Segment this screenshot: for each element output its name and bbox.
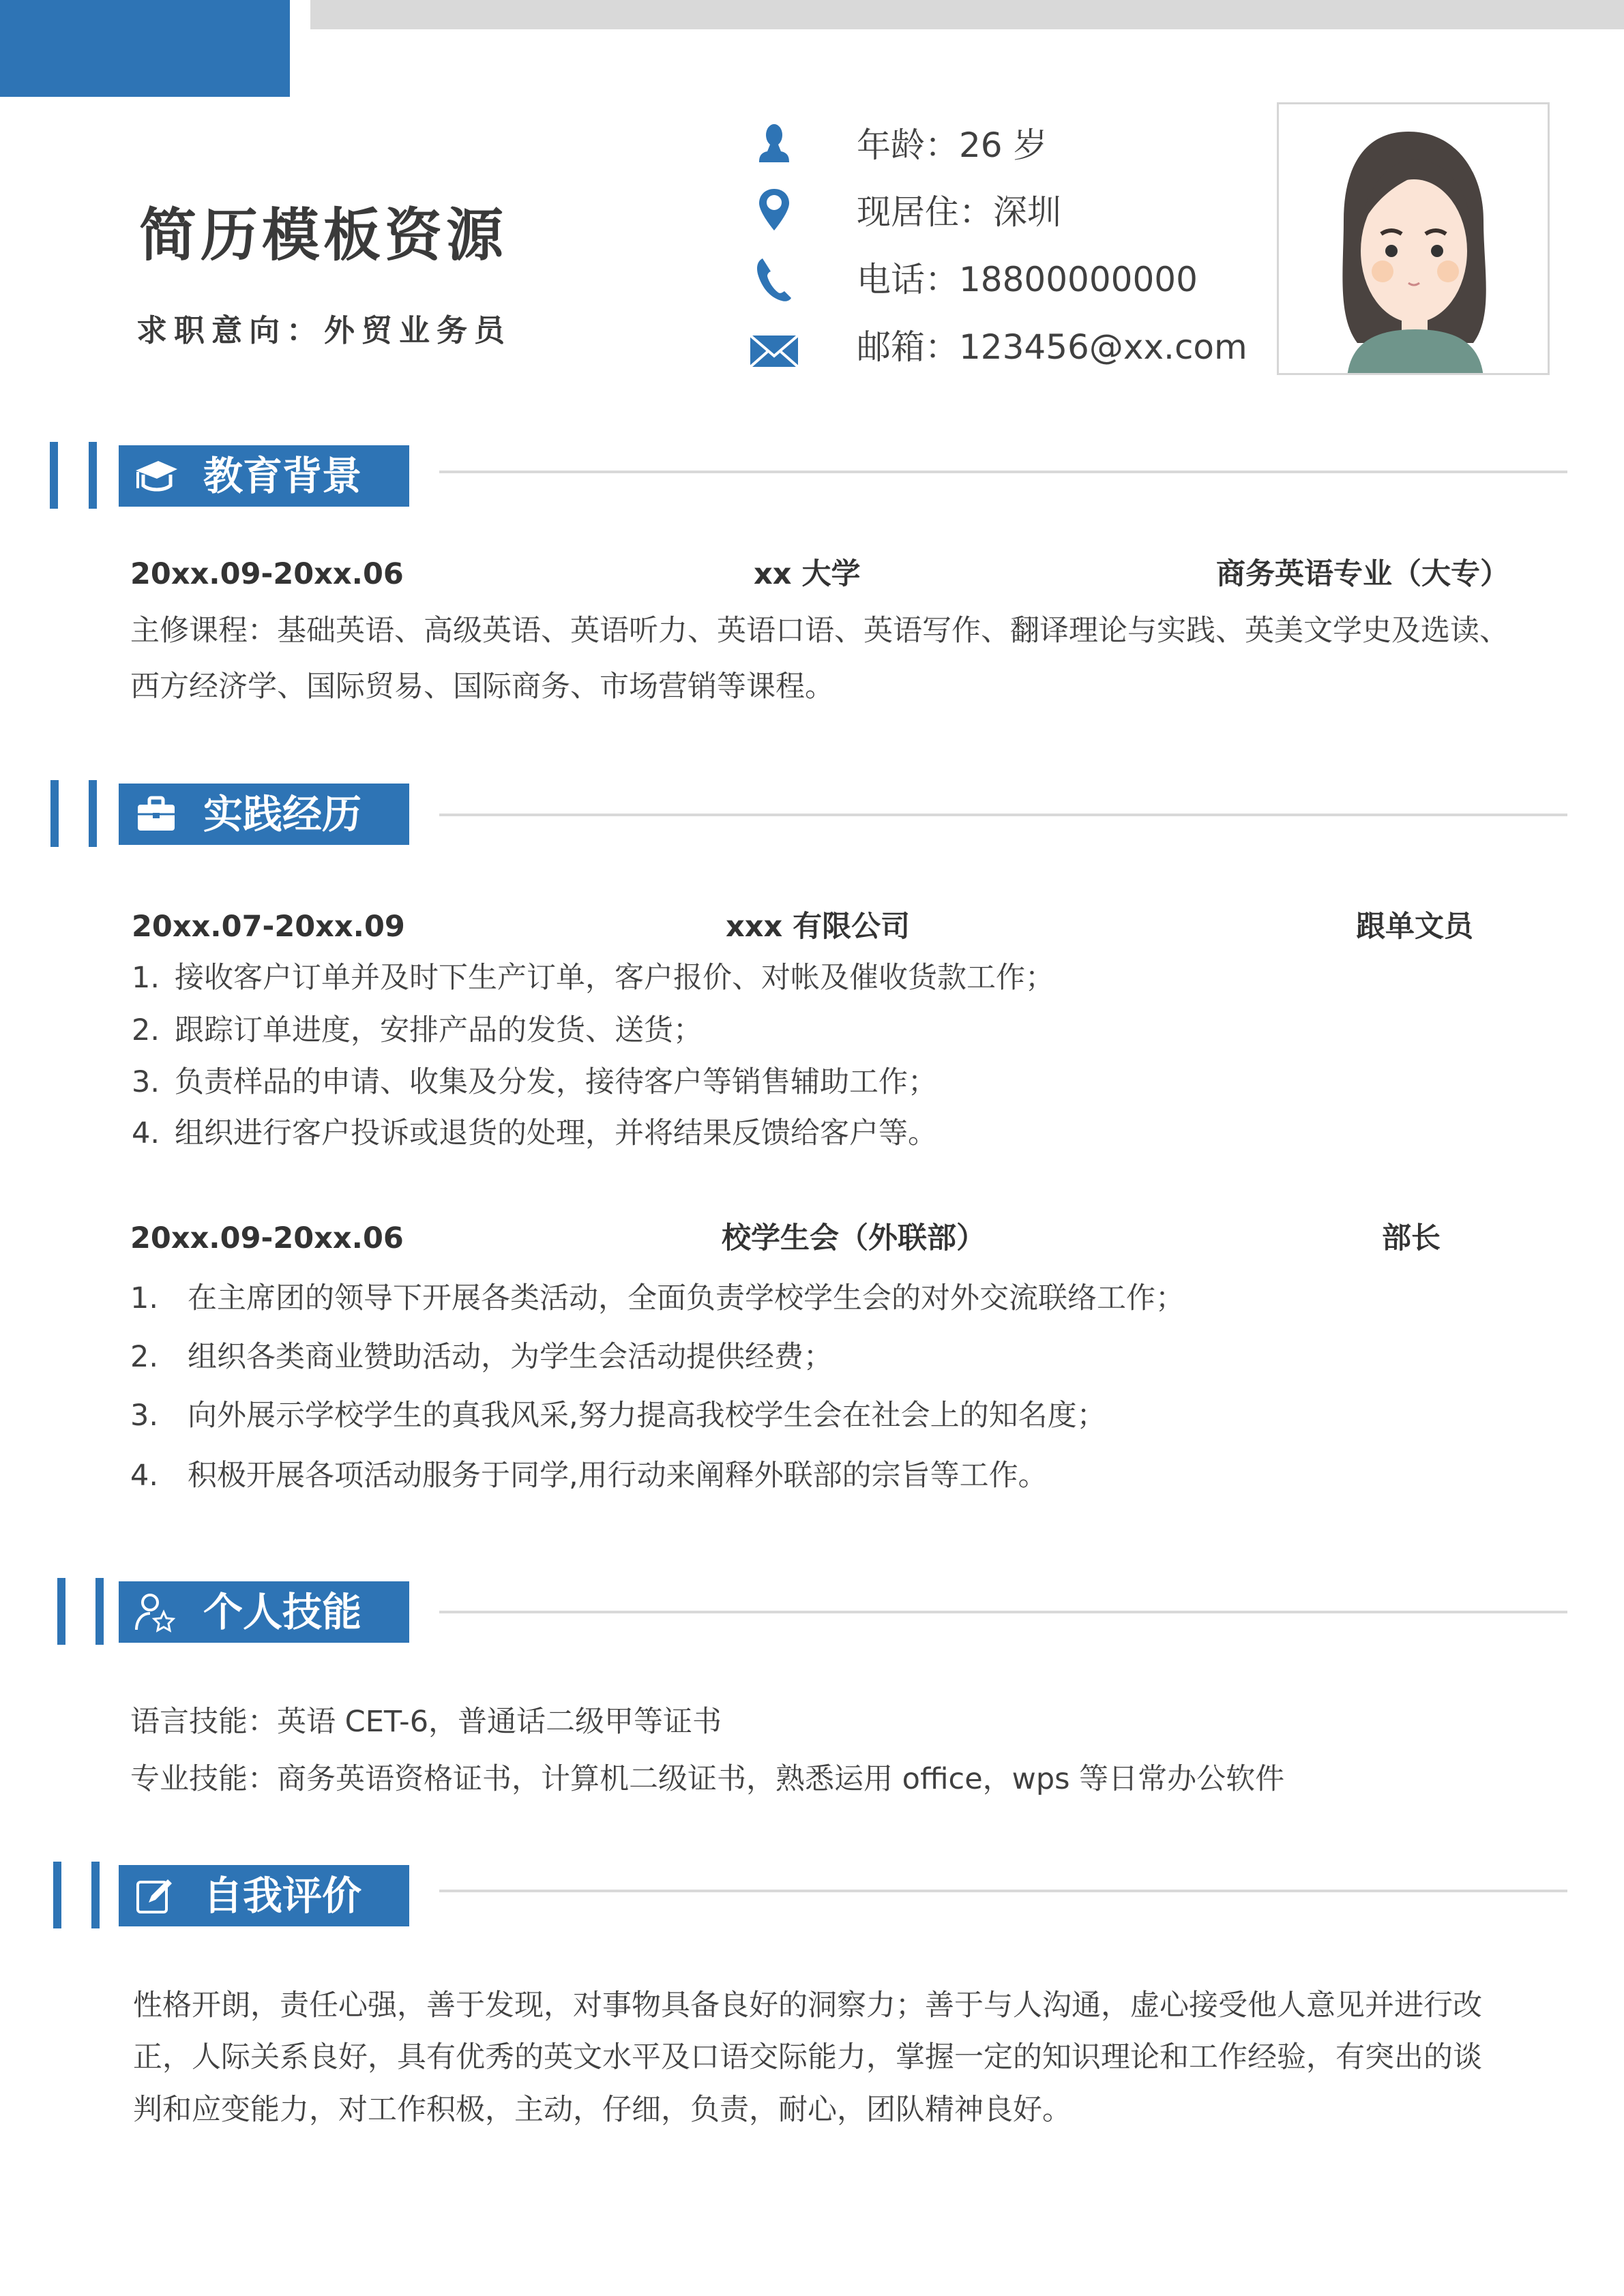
skill-professional: 专业技能：商务英语资格证书，计算机二级证书，熟悉运用 office，wps 等日常办公软件 [130, 1762, 1285, 1796]
duty-num: 4. [132, 1116, 160, 1150]
email-text: 邮箱：123456@xx.com [857, 327, 1247, 367]
section-bar [57, 1578, 65, 1645]
duty-text: 积极开展各项活动服务于同学,用行动来阐释外联部的宗旨等工作。 [188, 1459, 1048, 1493]
duty-num: 1. [132, 961, 160, 995]
section-divider [439, 471, 1567, 473]
exp-period: 20xx.09-20xx.06 [130, 1221, 404, 1255]
exp-org: 校学生会（外联部） [722, 1221, 986, 1255]
phone-text: 电话：18800000000 [857, 260, 1198, 299]
section-title-text: 个人技能 [203, 1589, 362, 1635]
section-divider [439, 1890, 1567, 1892]
exp-period: 20xx.07-20xx.09 [132, 910, 405, 944]
section-bar [89, 780, 97, 847]
section-title-text: 实践经历 [203, 791, 362, 837]
duty-text: 负责样品的申请、收集及分发，接待客户等销售辅助工作； [175, 1065, 937, 1099]
mail-icon [750, 323, 798, 371]
duty-text: 接收客户订单并及时下生产订单，客户报价、对帐及催收货款工作； [175, 961, 1054, 995]
section-title-skills [119, 1581, 409, 1643]
profile-photo [1277, 102, 1550, 375]
section-title-self-eval [119, 1865, 409, 1926]
duty-text: 跟踪订单进度，安排产品的发货、送货； [175, 1013, 703, 1047]
edu-courses-cont: 西方经济学、国际贸易、国际商务、市场营销等课程。 [130, 670, 834, 704]
edu-major: 商务英语专业（大专） [1216, 557, 1509, 591]
section-title-text: 教育背景 [203, 453, 362, 499]
duty-num: 2. [130, 1340, 159, 1374]
age-text: 年龄：26 岁 [857, 125, 1048, 165]
duty-text: 向外展示学校学生的真我风采,努力提高我校学生会在社会上的知名度； [188, 1399, 1106, 1433]
section-title-education [119, 445, 409, 507]
resume-name: 简历模板资源 [139, 202, 508, 269]
section-title-text: 自我评价 [203, 1873, 362, 1919]
duty-num: 4. [130, 1459, 159, 1493]
section-bar [89, 442, 97, 509]
phone-icon [750, 256, 798, 303]
job-intent: 求职意向：外贸业务员 [136, 312, 512, 348]
exp-role: 跟单文员 [1356, 910, 1473, 944]
exp-role: 部长 [1382, 1221, 1441, 1255]
duty-num: 3. [132, 1065, 160, 1099]
section-divider [439, 814, 1567, 816]
duty-text: 在主席团的领导下开展各类活动，全面负责学校学生会的对外交流联络工作； [188, 1281, 1185, 1315]
header-accent-block [0, 0, 290, 97]
section-title-experience [119, 784, 409, 845]
residence-text: 现居住：深圳 [857, 192, 1061, 232]
exp-org: xxx 有限公司 [726, 910, 911, 944]
duty-num: 2. [132, 1013, 160, 1047]
header-grey-bar [310, 0, 1624, 29]
section-bar [50, 780, 59, 847]
duty-num: 3. [130, 1399, 159, 1433]
section-divider [439, 1611, 1567, 1613]
skill-language: 语言技能：英语 CET-6，普通话二级甲等证书 [130, 1705, 722, 1739]
section-bar [95, 1578, 104, 1645]
person-icon [750, 121, 798, 169]
briefcase-icon [132, 794, 180, 835]
edu-period: 20xx.09-20xx.06 [130, 557, 404, 591]
edit-icon [132, 1875, 180, 1916]
person-star-icon [132, 1592, 180, 1632]
section-bar [91, 1862, 100, 1928]
section-bar [50, 442, 58, 509]
duty-num: 1. [130, 1281, 159, 1315]
self-eval-line: 正，人际关系良好，具有优秀的英文水平及口语交际能力，掌握一定的知识理论和工作经验，有突出的谈 [133, 2040, 1482, 2074]
duty-text: 组织各类商业赞助活动，为学生会活动提供经费； [188, 1340, 833, 1374]
graduation-cap-icon [132, 456, 180, 496]
self-eval-line: 性格开朗，责任心强，善于发现，对事物具备良好的洞察力；善于与人沟通，虚心接受他人意见并进行改 [133, 1988, 1482, 2023]
self-eval-line: 判和应变能力，对工作积极，主动，仔细，负责，耐心，团队精神良好。 [133, 2093, 1072, 2127]
edu-school: xx 大学 [754, 557, 861, 591]
section-bar [53, 1862, 61, 1928]
location-pin-icon [750, 185, 798, 233]
edu-courses: 主修课程：基础英语、高级英语、英语听力、英语口语、英语写作、翻译理论与实践、英美文学史及选读、 [130, 614, 1509, 648]
duty-text: 组织进行客户投诉或退货的处理，并将结果反馈给客户等。 [175, 1116, 937, 1150]
